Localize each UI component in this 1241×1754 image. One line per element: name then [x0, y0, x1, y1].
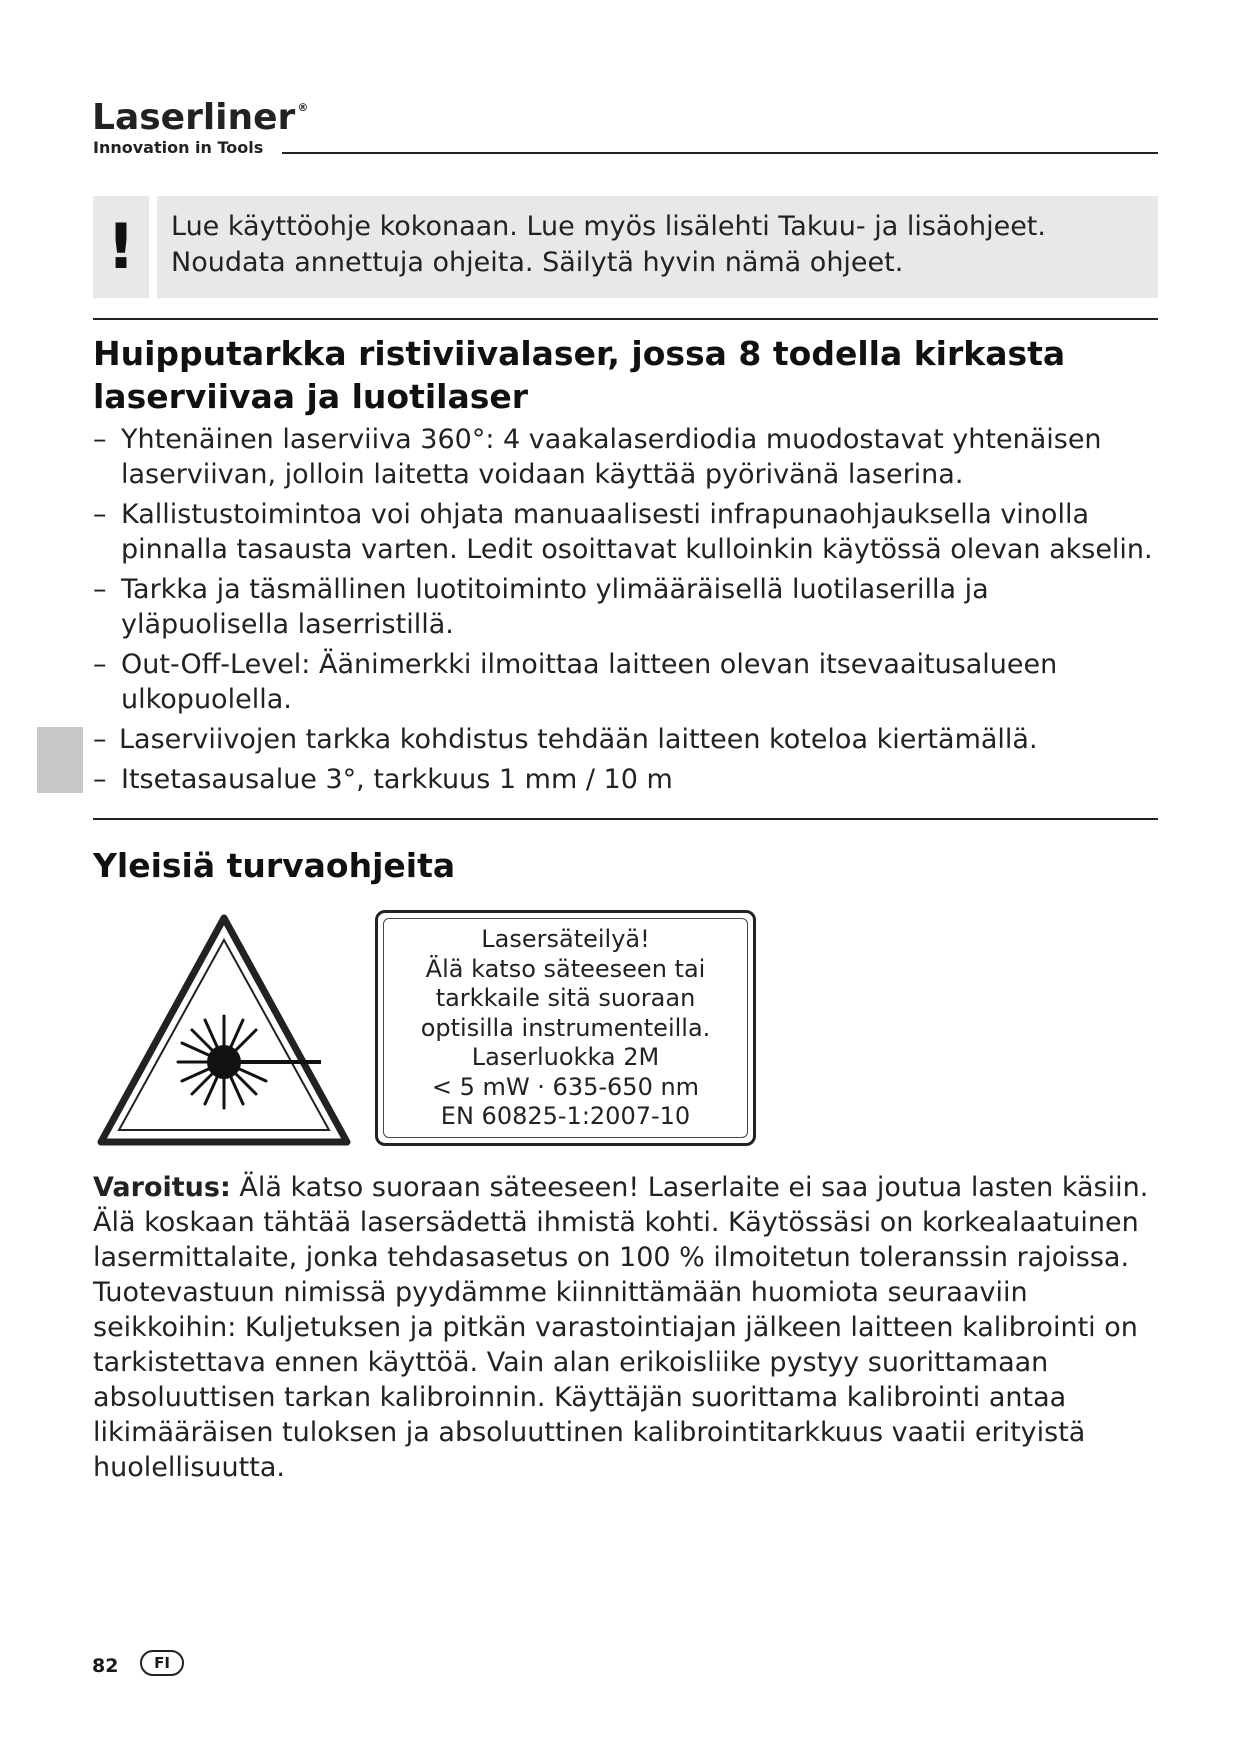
warning-text: Älä katso suoraan säteeseen! Laserlaite ei saa joutua lasten käsiin. Älä koskaan tähtää lasersädettä ihmistä kohti. Käytössäsi on korkealaatuinen lasermittalaite, jonka tehdasasetus on 100 % ilmoitetun toleranssin rajoissa. Tuotevastuun nimissä pyydämme kiinnittämään huomiota seuraaviin seikkoihin: Kuljetuksen ja pitkän varastointiajan jälkeen laitteen kalibrointi on tarkistettava ennen käyttöä. Vain alan erikoisliike pystyy suorittamaan absoluuttisen tarkan kalibroinnin. Käyttäjän suorittama kalibrointi antaa likimääräisen tuloksen ja absoluuttinen kalibrointitarkkuus vaatii erityistä huolellisuutta.: [93, 1172, 1149, 1483]
features-title: Huipputarkka ristiviivalaser, jossa 8 todella kirkasta laserviivaa ja luotilaser: [93, 334, 1066, 416]
list-item: – Yhtenäinen laserviiva 360°: 4 vaakalaserdiodia muodostavat yhtenäisen laserviivan, jolloin laitetta voidaan käyttää pyörivänä laserina.: [93, 424, 1102, 490]
list-item: – Out-Off-Level: Äänimerkki ilmoittaa laitteen olevan itsevaaitusalueen ulkopuolella.: [93, 649, 1058, 715]
header-divider: [282, 152, 1158, 154]
language-badge: FI: [140, 1650, 184, 1676]
label-line: EN 60825-1:2007-10: [440, 1102, 691, 1130]
label-line: Lasersäteilyä!: [481, 925, 650, 953]
warning-paragraph: [93, 1170, 1163, 1485]
laser-warning-triangle-icon: [95, 912, 353, 1150]
label-line: < 5 mW · 635-650 nm: [431, 1072, 700, 1101]
exclamation-icon: !: [93, 196, 149, 298]
section-divider: [93, 818, 1158, 820]
read-instructions-notice: [157, 196, 1158, 298]
chapter-tab-marker: [37, 727, 83, 793]
list-item: – Itsetasausalue 3°, tarkkuus 1 mm / 10 m: [93, 764, 673, 795]
notice-line-1: Lue käyttöohje kokonaan. Lue myös lisälehti Takuu- ja lisäohjeet.: [171, 211, 1046, 242]
label-line: tarkkaile sitä suoraan: [435, 984, 696, 1012]
label-line: Älä katso säteeseen tai: [425, 954, 706, 983]
warning-label: Varoitus:: [93, 1172, 231, 1203]
page-number: 82: [92, 1655, 119, 1677]
registered-mark: ®: [297, 101, 309, 114]
label-line: optisilla instrumenteilla.: [420, 1013, 711, 1042]
brand-logo: [92, 97, 309, 138]
brand-tagline: Innovation in Tools: [93, 138, 264, 157]
brand-name: Laserliner: [92, 97, 296, 138]
list-item: – Kallistustoimintoa voi ohjata manuaalisesti infrapunaohjauksella vinolla pinnalla tasausta varten. Ledit osoittavat kulloinkin käytössä olevan akselin.: [93, 499, 1153, 565]
label-line: Laserluokka 2M: [471, 1043, 660, 1071]
features-list: [93, 422, 1163, 802]
laser-class-label: [375, 910, 756, 1146]
list-item: – Laserviivojen tarkka kohdistus tehdään laitteen koteloa kiertämällä.: [93, 724, 1038, 755]
safety-title: Yleisiä turvaohjeita: [93, 846, 456, 885]
list-item: – Tarkka ja täsmällinen luotitoiminto ylimääräisellä luotilaserilla ja yläpuolisella laserristillä.: [93, 574, 989, 640]
section-divider: [93, 318, 1158, 320]
notice-line-2: Noudata annettuja ohjeita. Säilytä hyvin nämä ohjeet.: [171, 247, 904, 278]
